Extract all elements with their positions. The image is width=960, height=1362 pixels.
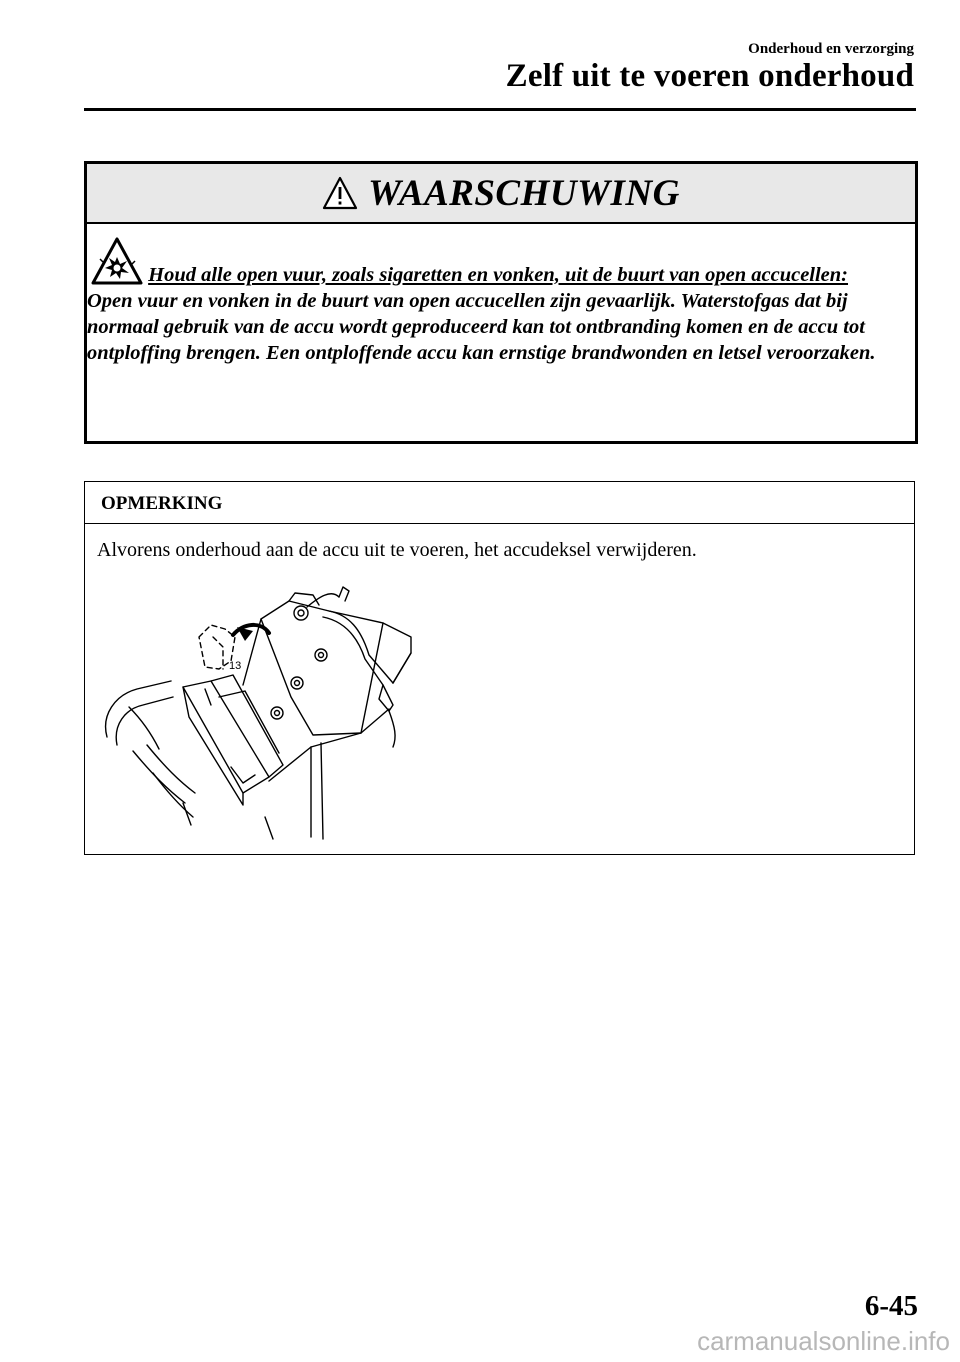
section-label: Onderhoud en verzorging — [748, 41, 914, 57]
warning-title: WAARSCHUWING — [368, 172, 680, 214]
page-title: Zelf uit te voeren onderhoud — [505, 58, 914, 94]
note-box — [84, 481, 915, 855]
explosion-hazard-icon — [87, 237, 143, 287]
warning-paragraph: Open vuur en vonken in de buurt van open accucellen zijn gevaarlijk. Waterstofgas dat bij normaal gebruik van de accu wordt geproduceerd kan tot ontbranding komen en de accu tot ontploffing brengen. Een ontploffende accu kan ernstige brandwonden en letsel veroorzaken. — [87, 290, 876, 364]
warning-subheading — [87, 237, 907, 288]
warning-header — [87, 164, 915, 224]
header-rule — [84, 108, 916, 111]
note-text: Alvorens onderhoud aan de accu uit te voeren, het accudeksel verwijderen. — [97, 539, 697, 561]
warning-body — [87, 237, 907, 366]
page-number: 6-45 — [864, 1290, 918, 1322]
warning-box — [84, 161, 918, 444]
warning-subheading-text: Houd alle open vuur, zoals sigaretten en vonken, uit de buurt van open accucellen: — [148, 264, 849, 286]
watermark: carmanualsonline.info — [697, 1326, 950, 1356]
warning-triangle-icon — [322, 176, 358, 210]
note-title: OPMERKING — [85, 482, 914, 524]
svg-text:13: 13 — [229, 660, 242, 672]
battery-cover-illustration — [93, 577, 423, 842]
